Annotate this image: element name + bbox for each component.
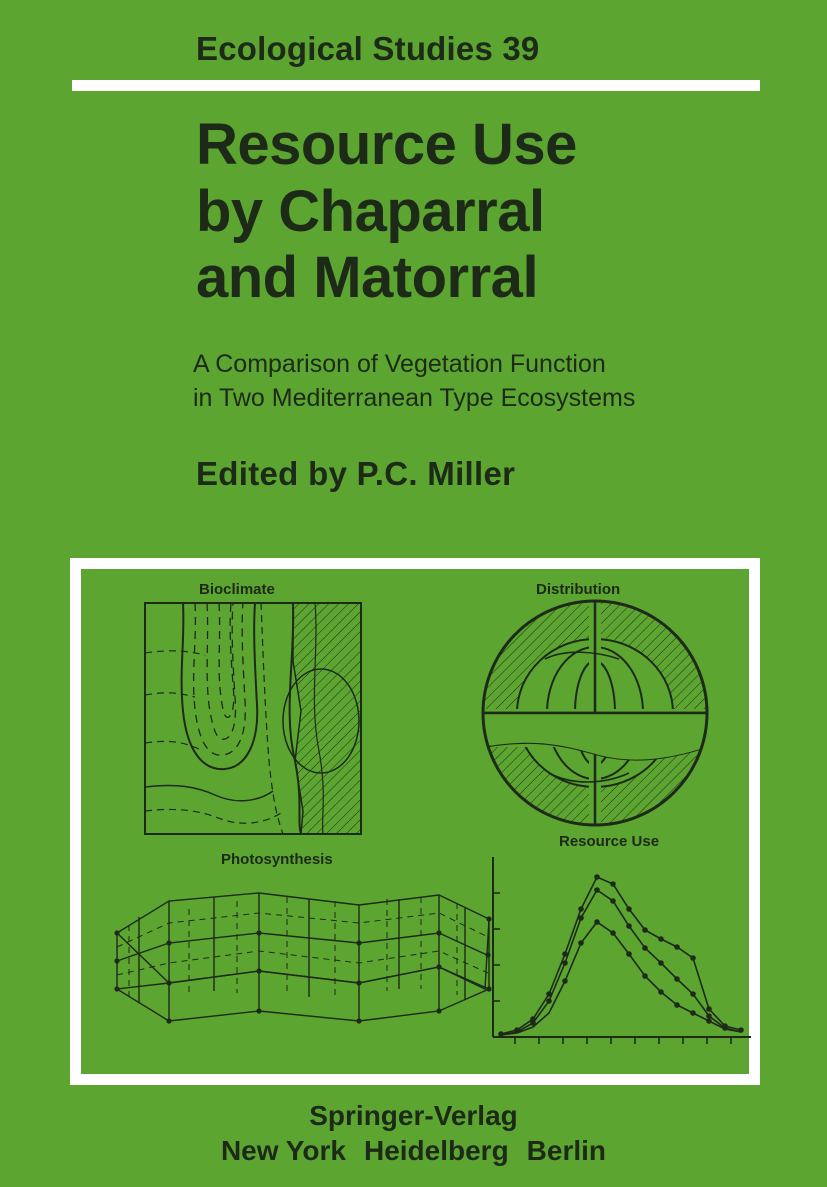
series-title: Ecological Studies 39: [196, 30, 540, 67]
subtitle-line-1: A Comparison of Vegetation Function: [193, 350, 606, 378]
publisher-name: Springer-Verlag: [309, 1100, 518, 1131]
page-title: [196, 112, 796, 312]
subtitle: [193, 348, 813, 415]
editor-credit: Edited by P.C. Miller: [196, 455, 516, 492]
subtitle-line-2: in Two Mediterranean Type Ecosystems: [193, 383, 636, 412]
title-line-1: Resource Use: [196, 112, 577, 177]
resource-use-chart: [479, 853, 757, 1061]
publisher-city-new-york: New York: [220, 1135, 346, 1166]
cover-figure-frame: [70, 558, 760, 1085]
publisher-cities: [0, 1133, 827, 1168]
cover-figure: [81, 569, 749, 1074]
publisher-city-heidelberg: Heidelberg: [363, 1135, 509, 1166]
panel-label-distribution: Distribution: [536, 581, 621, 598]
publisher-block: [0, 1098, 827, 1168]
panel-label-resource-use: Resource Use: [559, 833, 660, 850]
title-line-2: by Chaparral: [196, 178, 545, 244]
bioclimate-diagram: [143, 601, 363, 836]
title-line-3: and Matorral: [196, 245, 539, 311]
header-rule: [72, 80, 760, 91]
photosynthesis-diagram: [109, 871, 499, 1061]
panel-label-bioclimate: Bioclimate: [199, 581, 275, 598]
publisher-city-berlin: Berlin: [526, 1135, 607, 1166]
distribution-diagram: [479, 597, 711, 829]
panel-label-photosynthesis: Photosynthesis: [221, 851, 333, 868]
